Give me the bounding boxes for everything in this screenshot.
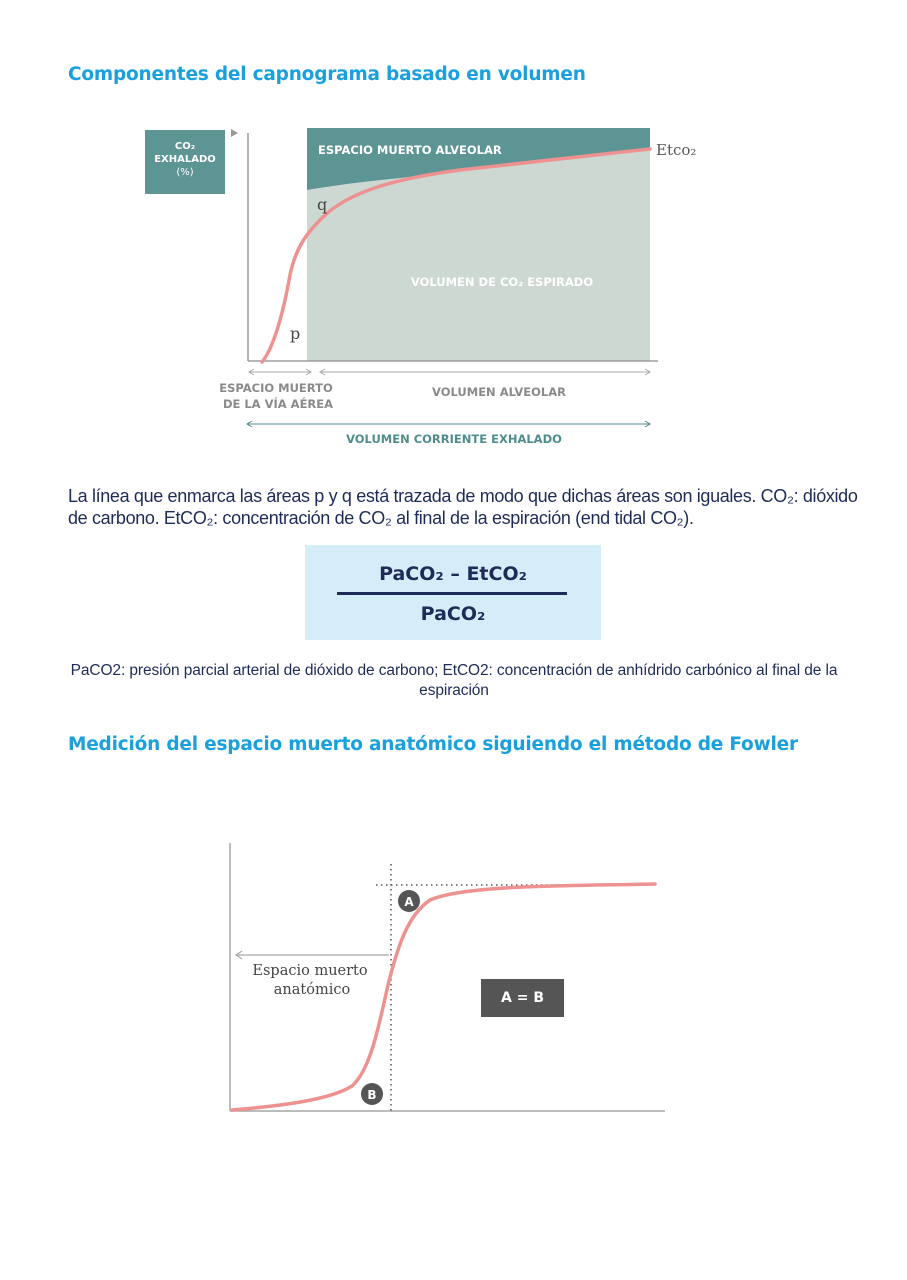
area-q-label: q: [317, 195, 328, 214]
area-p-label: p: [290, 324, 301, 343]
dead-space-label-line1: Espacio muerto: [252, 963, 368, 979]
formula-denominator: PaCO₂: [420, 603, 486, 625]
alveolar-volume-label: VOLUMEN ALVEOLAR: [432, 385, 566, 399]
expired-co2-volume-label: VOLUMEN DE CO₂ ESPIRADO: [410, 275, 594, 289]
airway-dead-space-label-line1: ESPACIO MUERTO: [219, 381, 333, 395]
y-axis-label-line2: EXHALADO: [154, 154, 216, 165]
marker-a-label: A: [404, 895, 414, 909]
y-axis-label-line1: CO₂: [174, 141, 196, 152]
formula-paco2: PaCO₂: [379, 563, 444, 585]
alveolar-dead-space-label: ESPACIO MUERTO ALVEOLAR: [318, 143, 502, 157]
tidal-volume-label: VOLUMEN CORRIENTE EXHALADO: [346, 432, 562, 446]
formula-minus: –: [443, 563, 467, 585]
formula-note: PaCO2: presión parcial arterial de dióxido de carbono; EtCO2: concentración de anhídrido carbónico al final de la espiración: [70, 662, 838, 699]
section-heading-capnogram: Componentes del capnograma basado en volumen: [68, 64, 586, 85]
y-axis-label-line3: (%): [176, 167, 194, 178]
etco2-label: Etco₂: [656, 141, 697, 159]
marker-b-label: B: [367, 1088, 377, 1102]
section-heading-fowler: Medición del espacio muerto anatómico siguiendo el método de Fowler: [68, 734, 798, 755]
equality-box: A = B: [481, 979, 564, 1017]
figure1-caption: La línea que enmarca las áreas p y q está trazada de modo que dichas áreas son iguales. CO₂: dióxido de carbono. EtCO₂: concentración de CO₂ al final de la espiración (end tidal CO₂).: [68, 486, 858, 528]
formula-etco2: EtCO₂: [466, 563, 527, 585]
airway-dead-space-label-line2: DE LA VÍA AÉREA: [222, 397, 334, 411]
dead-space-label-line2: anatómico: [273, 982, 351, 998]
